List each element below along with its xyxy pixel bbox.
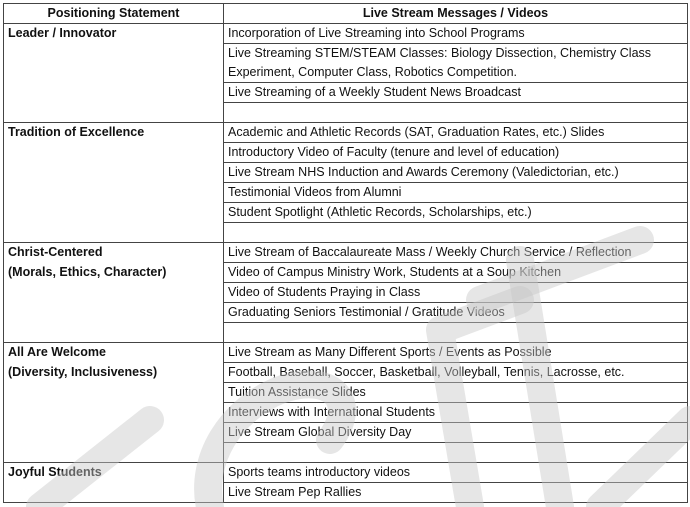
positioning-label (4, 163, 224, 183)
message-cell: Live Stream Pep Rallies (224, 483, 688, 503)
message-cell: Sports teams introductory videos (224, 463, 688, 483)
message-cell (224, 103, 688, 123)
message-cell: Incorporation of Live Streaming into School Programs (224, 24, 688, 44)
positioning-label: Joyful Students (4, 463, 224, 483)
table-row (4, 343, 688, 363)
table-row (4, 423, 688, 443)
positioning-label (4, 423, 224, 443)
message-cell: Student Spotlight (Athletic Records, Scholarships, etc.) (224, 203, 688, 223)
table-row (4, 283, 688, 303)
message-cell: Live Stream NHS Induction and Awards Ceremony (Valedictorian, etc.) (224, 163, 688, 183)
positioning-label (4, 183, 224, 203)
positioning-label (4, 83, 224, 103)
header-positioning-statement: Positioning Statement (4, 4, 224, 24)
positioning-label: Leader / Innovator (4, 24, 224, 44)
table-row (4, 403, 688, 423)
message-cell (224, 443, 688, 463)
table-header-row (4, 4, 688, 24)
message-cell: Testimonial Videos from Alumni (224, 183, 688, 203)
positioning-label (4, 483, 224, 503)
positioning-label: Tradition of Excellence (4, 123, 224, 143)
message-cell: Video of Campus Ministry Work, Students at a Soup Kitchen (224, 263, 688, 283)
message-cell: Interviews with International Students (224, 403, 688, 423)
message-cell: Video of Students Praying in Class (224, 283, 688, 303)
positioning-label: Christ-Centered (4, 243, 224, 263)
table-row (4, 263, 688, 283)
table-row (4, 363, 688, 383)
table-row (4, 483, 688, 503)
table-row (4, 83, 688, 103)
positioning-label: (Morals, Ethics, Character) (4, 263, 224, 283)
table-row (4, 123, 688, 143)
table-row (4, 103, 688, 123)
positioning-label (4, 44, 224, 83)
message-cell: Football, Baseball, Soccer, Basketball, Volleyball, Tennis, Lacrosse, etc. (224, 363, 688, 383)
message-cell: Live Stream of Baccalaureate Mass / Weekly Church Service / Reflection (224, 243, 688, 263)
positioning-label (4, 323, 224, 343)
positioning-label (4, 203, 224, 223)
positioning-label (4, 103, 224, 123)
message-cell (224, 223, 688, 243)
table-row (4, 463, 688, 483)
message-cell: Live Stream as Many Different Sports / Events as Possible (224, 343, 688, 363)
message-cell: Tuition Assistance Slides (224, 383, 688, 403)
positioning-label (4, 303, 224, 323)
table-row (4, 44, 688, 83)
message-cell: Academic and Athletic Records (SAT, Graduation Rates, etc.) Slides (224, 123, 688, 143)
table-row (4, 24, 688, 44)
table-row (4, 323, 688, 343)
positioning-label (4, 443, 224, 463)
positioning-label (4, 223, 224, 243)
message-cell: Live Stream Global Diversity Day (224, 423, 688, 443)
table-row (4, 183, 688, 203)
positioning-label: All Are Welcome (4, 343, 224, 363)
table-row (4, 383, 688, 403)
table-row (4, 223, 688, 243)
table-row (4, 143, 688, 163)
message-cell: Graduating Seniors Testimonial / Gratitude Videos (224, 303, 688, 323)
message-cell (224, 323, 688, 343)
table-row (4, 303, 688, 323)
positioning-label (4, 283, 224, 303)
message-cell: Live Streaming of a Weekly Student News Broadcast (224, 83, 688, 103)
message-cell: Live Streaming STEM/STEAM Classes: Biology Dissection, Chemistry Class Experiment, Computer Class, Robotics Competition. (224, 44, 688, 83)
positioning-label (4, 383, 224, 403)
table-row (4, 243, 688, 263)
table-row (4, 163, 688, 183)
header-live-stream-messages: Live Stream Messages / Videos (224, 4, 688, 24)
message-cell: Introductory Video of Faculty (tenure and level of education) (224, 143, 688, 163)
positioning-label (4, 403, 224, 423)
positioning-table (3, 3, 688, 503)
table-row (4, 203, 688, 223)
table-row (4, 443, 688, 463)
positioning-label (4, 143, 224, 163)
positioning-label: (Diversity, Inclusiveness) (4, 363, 224, 383)
